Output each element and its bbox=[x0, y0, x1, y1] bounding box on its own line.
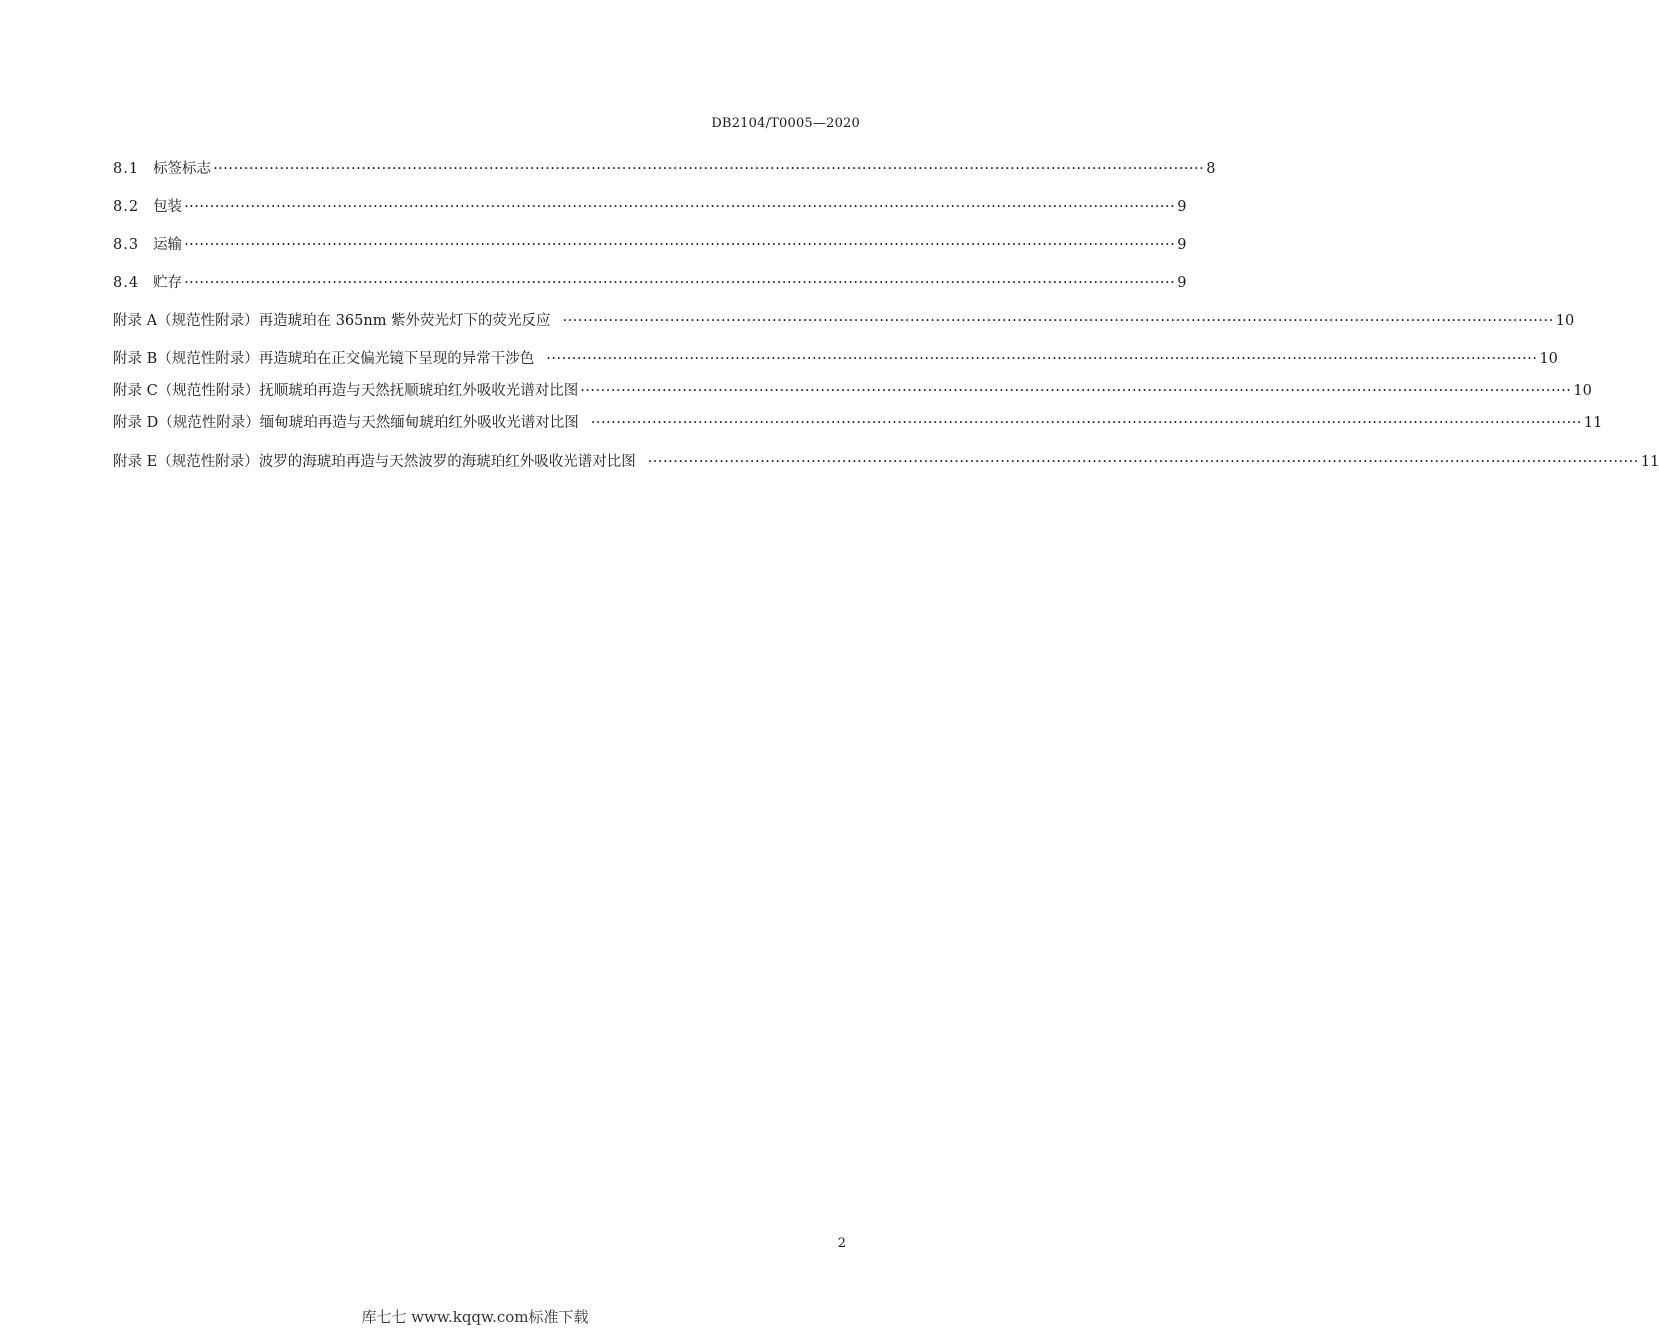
toc-number: 8.1 bbox=[113, 161, 140, 177]
toc-number: 8.3 bbox=[113, 237, 140, 253]
toc-leader-dots bbox=[184, 275, 1175, 291]
toc-page-number: 9 bbox=[1177, 237, 1187, 253]
toc-page-number: 11 bbox=[1583, 415, 1603, 431]
toc-title: 贮存 bbox=[153, 275, 183, 291]
toc-entry-appendix-c[interactable] bbox=[113, 379, 1592, 401]
toc-entry-appendix-d[interactable] bbox=[113, 411, 1603, 433]
toc-leader-dots bbox=[591, 415, 1582, 431]
toc-leader-dots bbox=[213, 161, 1204, 177]
toc-page-number: 10 bbox=[1573, 383, 1592, 399]
toc-entry-8-4[interactable] bbox=[113, 271, 1187, 293]
toc-leader-dots bbox=[184, 237, 1175, 253]
toc-leader-dots bbox=[546, 351, 1537, 367]
page-number: 2 bbox=[837, 1236, 846, 1251]
toc-title: 包装 bbox=[153, 199, 183, 215]
toc-number: 8.2 bbox=[113, 199, 140, 215]
toc-entry-8-3[interactable] bbox=[113, 233, 1187, 255]
toc-page-number: 9 bbox=[1177, 275, 1187, 291]
toc-page-number: 10 bbox=[1555, 313, 1575, 329]
table-of-contents bbox=[113, 157, 1659, 472]
toc-number: 8.4 bbox=[113, 275, 140, 291]
toc-entry-8-2[interactable] bbox=[113, 195, 1187, 217]
toc-leader-dots bbox=[580, 383, 1571, 399]
toc-title: 附录 E（规范性附录）波罗的海琥珀再造与天然波罗的海琥珀红外吸收光谱对比图 bbox=[113, 454, 636, 470]
toc-title: 附录 C（规范性附录）抚顺琥珀再造与天然抚顺琥珀红外吸收光谱对比图 bbox=[113, 383, 579, 399]
toc-entry-appendix-e[interactable] bbox=[113, 450, 1659, 472]
toc-title: 附录 B（规范性附录）再造琥珀在正交偏光镜下呈现的异常干涉色 bbox=[113, 351, 535, 367]
toc-page-number: 8 bbox=[1206, 161, 1216, 177]
toc-page-number: 10 bbox=[1539, 351, 1558, 367]
toc-entry-appendix-a[interactable] bbox=[113, 309, 1575, 331]
toc-page-number: 11 bbox=[1640, 454, 1659, 470]
toc-leader-dots bbox=[184, 199, 1175, 215]
toc-leader-dots bbox=[563, 313, 1554, 329]
toc-leader-dots bbox=[648, 454, 1639, 470]
toc-title: 附录 A（规范性附录）再造琥珀在 365nm 紫外荧光灯下的荧光反应 bbox=[113, 313, 551, 329]
toc-title: 标签标志 bbox=[153, 161, 212, 177]
toc-title: 附录 D（规范性附录）缅甸琥珀再造与天然缅甸琥珀红外吸收光谱对比图 bbox=[113, 415, 579, 431]
document-code: DB2104/T0005—2020 bbox=[711, 116, 860, 131]
toc-entry-appendix-b[interactable] bbox=[113, 347, 1558, 369]
toc-entry-8-1[interactable] bbox=[113, 157, 1216, 179]
footer-watermark: 库七七 www.kqqw.com标准下载 bbox=[361, 1308, 589, 1326]
toc-page-number: 9 bbox=[1177, 199, 1187, 215]
toc-title: 运输 bbox=[153, 237, 183, 253]
